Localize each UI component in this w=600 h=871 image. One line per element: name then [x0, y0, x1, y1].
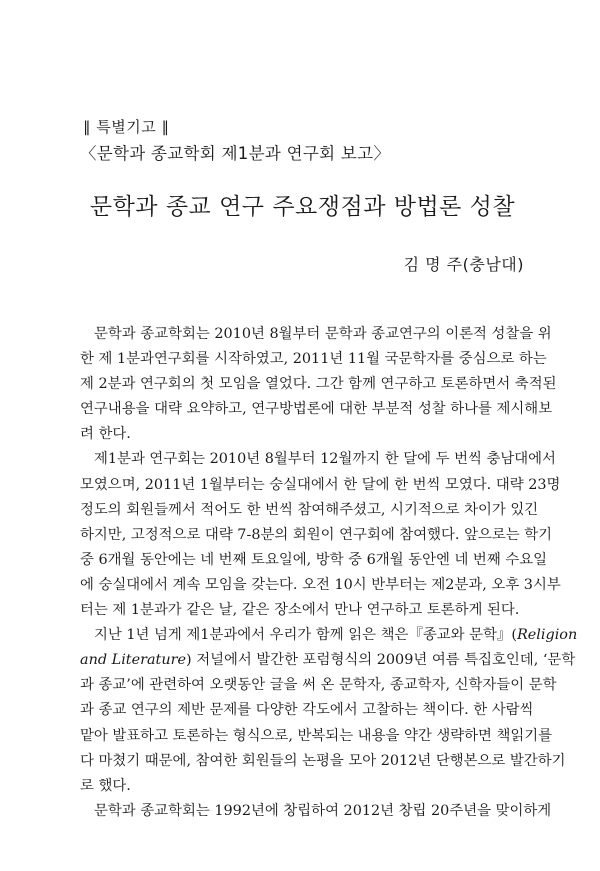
text-line: 제1분과 연구회는 2010년 8월부터 12월까지 한 달에 두 번씩 충남대에서: [94, 451, 556, 468]
text-run: ) 저널에서 발간한 포럼형식의 2009년 여름 특집호인데, ‘문학: [186, 652, 576, 669]
text-line: 려 한다.: [80, 426, 131, 443]
paragraph-2: [80, 447, 561, 623]
text-line: 로 했다.: [80, 777, 131, 794]
text-line: 한 제 1분과연구회를 시작하였고, 2011년 11월 국문학자를 중심으로 하는: [80, 351, 547, 368]
text-line: 제 2분과 연구회의 첫 모임을 열었다. 그간 함께 연구하고 토론하면서 축적된: [80, 376, 557, 393]
article-body: [80, 322, 578, 824]
article-title: 문학과 종교 연구 주요쟁점과 방법론 성찰: [89, 194, 516, 220]
paragraph-3: [80, 623, 578, 799]
text-run: 지난 1년 넘게 제1분과에서 우리가 함께 읽은 책은『종교와 문학』(: [94, 627, 517, 644]
text-line: 정도의 회원들께서 적어도 한 번씩 참여해주셨고, 시기적으로 차이가 있긴: [80, 501, 539, 518]
text-line: 하지만, 고정적으로 대략 7-8분의 회원이 연구회에 참여했다. 앞으로는 학기: [80, 526, 553, 543]
text-line: 문학과 종교학회는 2010년 8월부터 문학과 종교연구의 이론적 성찰을 위: [94, 326, 552, 342]
text-line: [80, 648, 576, 673]
report-subtitle: 〈문학과 종교학회 제1분과 연구회 보고〉: [80, 144, 391, 163]
italic-text-run: Religion: [516, 627, 578, 644]
italic-text-run: and Literature: [80, 652, 186, 669]
text-line: 과 종교 연구의 제반 문제를 다양한 각도에서 고찰하는 책이다. 한 사람씩: [80, 702, 534, 719]
text-line: 다 마쳤기 때문에, 참여한 회원들의 논평을 모아 2012년 단행본으로 발간하기: [80, 752, 566, 769]
text-line: 에 숭실대에서 계속 모임을 갖는다. 오전 10시 반부터는 제2분과, 오후 3시부: [80, 576, 561, 593]
text-line: 과 종교’에 관련하여 오랫동안 글을 써 온 문학자, 종교학자, 신학자들이 문학: [80, 677, 557, 694]
text-line: 중 6개월 동안에는 네 번째 토요일에, 방학 중 6개월 동안엔 네 번째 수요일: [80, 551, 548, 568]
text-line: [80, 623, 578, 648]
text-line: 맡아 발표하고 토론하는 형식으로, 반복되는 내용을 약간 생략하면 책읽기를: [80, 727, 553, 744]
section-kicker: ∥ 특별기고 ∥: [83, 118, 170, 136]
text-line: 모였으며, 2011년 1월부터는 숭실대에서 한 달에 한 번씩 모였다. 대략 23명: [80, 476, 561, 493]
text-line: 문학과 종교학회는 1992년에 창립하여 2012년 창립 20주년을 맞이하게: [94, 802, 552, 819]
paragraph-4: [80, 799, 552, 824]
text-line: 터는 제 1분과가 같은 날, 같은 장소에서 만나 연구하고 토론하게 된다.: [80, 602, 520, 619]
paragraph-1: [80, 322, 557, 447]
article-author: 김 명 주(충남대): [403, 255, 524, 274]
text-line: 연구내용을 대략 요약하고, 연구방법론에 대한 부분적 성찰 하나를 제시해보: [80, 401, 553, 418]
